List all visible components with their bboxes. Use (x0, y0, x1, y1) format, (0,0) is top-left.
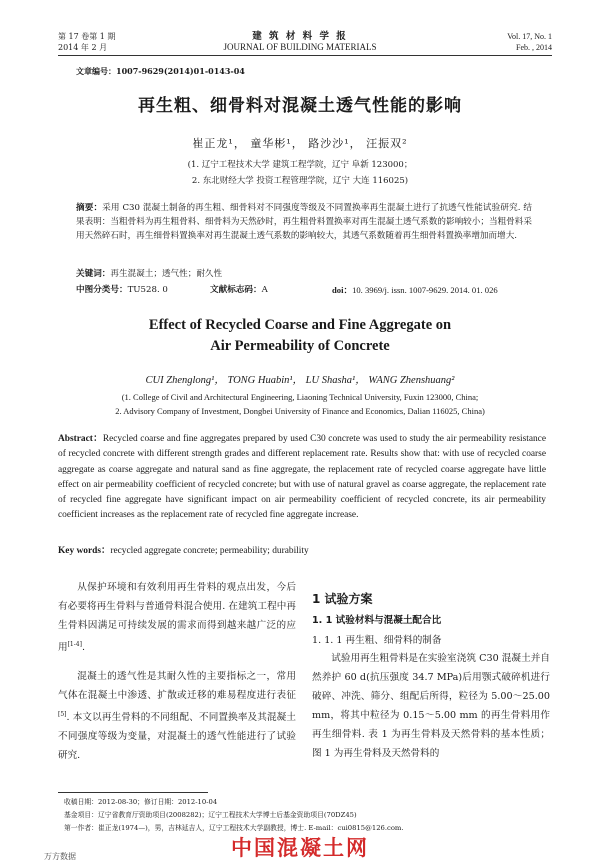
abstract-cn-label: 摘要： (76, 203, 103, 213)
authors-cn: 崔正龙¹， 童华彬¹， 路沙沙¹， 汪振双² (192, 137, 408, 150)
affiliation-en-1: (1. College of Civil and Architectural Engineering, Liaoning Technical University, Fuxin 123000, China; (121, 392, 479, 402)
doi-label: doi： (332, 285, 353, 295)
footnote-received: 收稿日期：2012-08-30；修订日期：2012-10-04 (64, 798, 218, 806)
issue-volume: 第 17 卷第 1 期 (58, 32, 116, 41)
footnote-author: 第一作者：崔正龙(1974—)，男，吉林延吉人，辽宁工程技术大学副教授，博士. E-mail：cui0815@126.com. (64, 824, 404, 832)
keywords-en-text: recycled aggregate concrete; permeability; durability (110, 546, 309, 556)
intro-paragraph-2 (58, 667, 296, 765)
abstract-en-label: Abstract： (58, 434, 103, 444)
title-cn: 再生粗、细骨料对混凝土透气性能的影响 (138, 96, 462, 116)
doi: 10. 3969/j. issn. 1007-9629. 2014. 01. 026 (352, 285, 498, 295)
left-column (58, 578, 296, 765)
watermark-logo: 中国混凝土网 (231, 836, 369, 860)
subsection-heading-1-1-1: 1. 1. 1 再生粗、细骨料的制备 (312, 635, 442, 646)
keywords-cn (76, 267, 532, 281)
method-paragraph-1: 试验用再生粗骨料是在实验室浇筑 C30 混凝土并自然养护 60 d(抗压强度 34.7 MPa)后用颚式破碎机进行破碎、冲洗、筛分、组配后所得，粒径为 5.00～25.00 mm，将其中粒径为 0.15～5.00 mm 的再生骨料用作再生细骨料. 表 1 为再生骨料及天然骨料的基本性质；图 1 为再生骨料及天然骨料的 (312, 653, 550, 759)
abstract-en (58, 432, 546, 524)
header-rule (58, 55, 552, 56)
journal-name-en: JOURNAL OF BUILDING MATERIALS (223, 42, 377, 52)
journal-name-cn: 建 筑 材 料 学 报 (252, 31, 348, 42)
volume-en: Vol. 17, No. 1 (507, 32, 552, 41)
clc-label: 中图分类号： (76, 285, 128, 295)
doc-code-label: 文献标志码： (210, 285, 262, 295)
classification-line (76, 283, 546, 297)
affiliation-en-2: 2. Advisory Company of Investment, Dongbei University of Finance and Economics, Dalian 116025, China) (115, 406, 485, 416)
title-en-line2: Air Permeability of Concrete (210, 338, 390, 354)
abstract-en-text: Recycled coarse and fine aggregates prepared by used C30 concrete was used to study the air permeability resistance of recycled concrete with different strength grades and different replacement rate. Results show that: with use of recycled coarse aggregate as coarse aggregate and natural sand as fine aggregate, the replacement rate of recycled coarse aggregate have little effect on air permeability coefficient of recycled concrete; but with use of natural gravel as coarse aggregate, the replacement rate of recycled fine aggregate have significant impact on air permeability coefficient of recycled concrete, its air permeability coefficient increases as the replacement rate of recycled fine aggregate increase. (58, 434, 546, 521)
clc-number: TU528. 0 (127, 285, 168, 295)
citation-1-4: [1-4] (67, 641, 82, 648)
footnote-rule (58, 792, 208, 793)
keywords-en-label: Key words： (58, 546, 111, 556)
intro-p1-end: . (81, 642, 85, 654)
journal-volume-en (507, 31, 552, 53)
footnotes (64, 796, 544, 835)
affiliation-cn-1: (1. 辽宁工程技术大学 建筑工程学院，辽宁 阜新 123000； (187, 160, 413, 170)
intro-p2-text-a: 混凝土的透气性是其耐久性的主要指标之一，常用气体在混凝土中渗透、扩散或迁移的难易程度进行表征 (58, 671, 296, 702)
issue-date: 2014 年 2 月 (58, 43, 108, 52)
footnote-fund: 基金项目：辽宁省教育厅资助项目(2008282)；辽宁工程技术大学博士后基金资助项目(70DZ45) (64, 811, 357, 819)
right-column (312, 588, 550, 763)
date-en: Feb. , 2014 (516, 43, 552, 52)
section-heading-1: 1 试验方案 (312, 592, 373, 606)
intro-p1-text: 从保护环境和有效利用再生骨料的观点出发，今后有必要将再生骨料与普通骨料混合使用. 在建筑工程中再生骨料因满足可持续发展的需求而得到越来越广泛的应用 (58, 582, 296, 654)
source-label: 万方数据 (44, 852, 76, 861)
abstract-cn (76, 201, 532, 243)
abstract-cn-text: 采用 C30 混凝土制备的再生粗、细骨料对不同强度等级及不同置换率再生混凝土进行了抗透气性能试验研究. 结果表明：当粗骨料为再生粗骨料、细骨料为天然砂时，再生粗骨料置换率对再生混凝土透气系数的影响较小；当粗骨料采用天然碎石时，再生细骨料置换率对再生混凝土透气系数的影响较大，其透气系数随着再生细骨料置换率增加而增大. (76, 203, 532, 241)
citation-5: [5] (58, 711, 67, 719)
intro-paragraph-1 (58, 578, 296, 657)
keywords-cn-label: 关键词： (76, 269, 111, 279)
doc-code: A (261, 285, 268, 295)
title-en-line1: Effect of Recycled Coarse and Fine Aggregate on (148, 317, 452, 333)
keywords-en (58, 544, 546, 558)
affiliation-cn-2: 2. 东北财经大学 投资工程管理学院，辽宁 大连 116025) (191, 176, 409, 186)
intro-p2-text-b: . 本文以再生骨料的不同组配、不同置换率及其混凝土不同强度等级为变量，对混凝土的透气性能进行了试验研究. (58, 712, 296, 762)
article-number: 文章编号：1007-9629(2014)01-0143-04 (76, 66, 245, 76)
authors-en: CUI Zhenglong¹， TONG Huabin¹， LU Shasha¹， WANG Zhenshuang² (145, 375, 455, 386)
keywords-cn-text: 再生混凝土；透气性；耐久性 (110, 269, 223, 279)
subsection-heading-1-1: 1. 1 试验材料与混凝土配合比 (312, 615, 442, 626)
